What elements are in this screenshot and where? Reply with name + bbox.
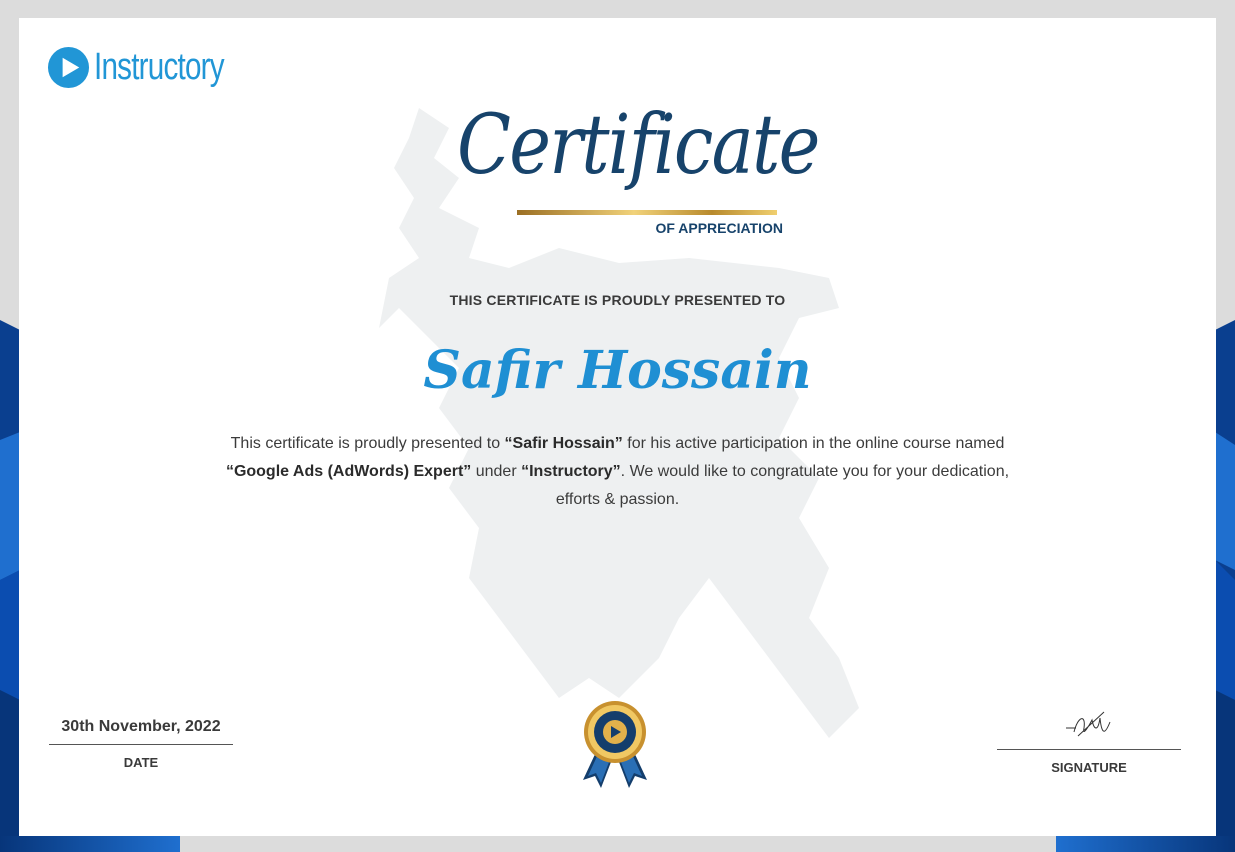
body-organization-name: “Instructory” [521, 463, 621, 480]
body-course-name: “Google Ads (AdWords) Expert” [225, 463, 472, 480]
date-value: 30th November, 2022 [61, 718, 221, 735]
certificate-card [19, 18, 1216, 836]
signature-scribble [1064, 708, 1114, 742]
body-text-part: . We would like to congratulate you for your dedication, efforts & passion. [555, 463, 1010, 508]
signature-divider [997, 749, 1181, 750]
play-circle-icon [47, 46, 90, 89]
bottom-left-frame-decoration [0, 836, 180, 852]
recipient-name: Safir Hossain [423, 340, 812, 401]
body-text-part: under [471, 463, 522, 480]
medal-play-icon [579, 700, 651, 788]
date-divider [49, 744, 233, 745]
date-label: DATE [123, 755, 159, 770]
title-subtitle: OF APPRECIATION [655, 220, 783, 236]
instructory-logo [47, 44, 260, 90]
certificate-title [449, 98, 819, 248]
right-frame-decoration [1215, 0, 1235, 852]
body-text-part: for his active participation in the online course named [622, 435, 1005, 452]
logo-text: Instructory [94, 46, 224, 88]
body-recipient-name: “Safir Hossain” [504, 435, 623, 452]
signature-label: SIGNATURE [1051, 760, 1127, 775]
presented-to-line: THIS CERTIFICATE IS PROUDLY PRESENTED TO [449, 292, 786, 308]
title-main: Certificate [457, 98, 819, 193]
body-text-part: This certificate is proudly presented to [230, 435, 505, 452]
certificate-body [219, 430, 1016, 514]
title-gold-underline [517, 210, 777, 215]
bottom-right-frame-decoration [1056, 836, 1235, 852]
